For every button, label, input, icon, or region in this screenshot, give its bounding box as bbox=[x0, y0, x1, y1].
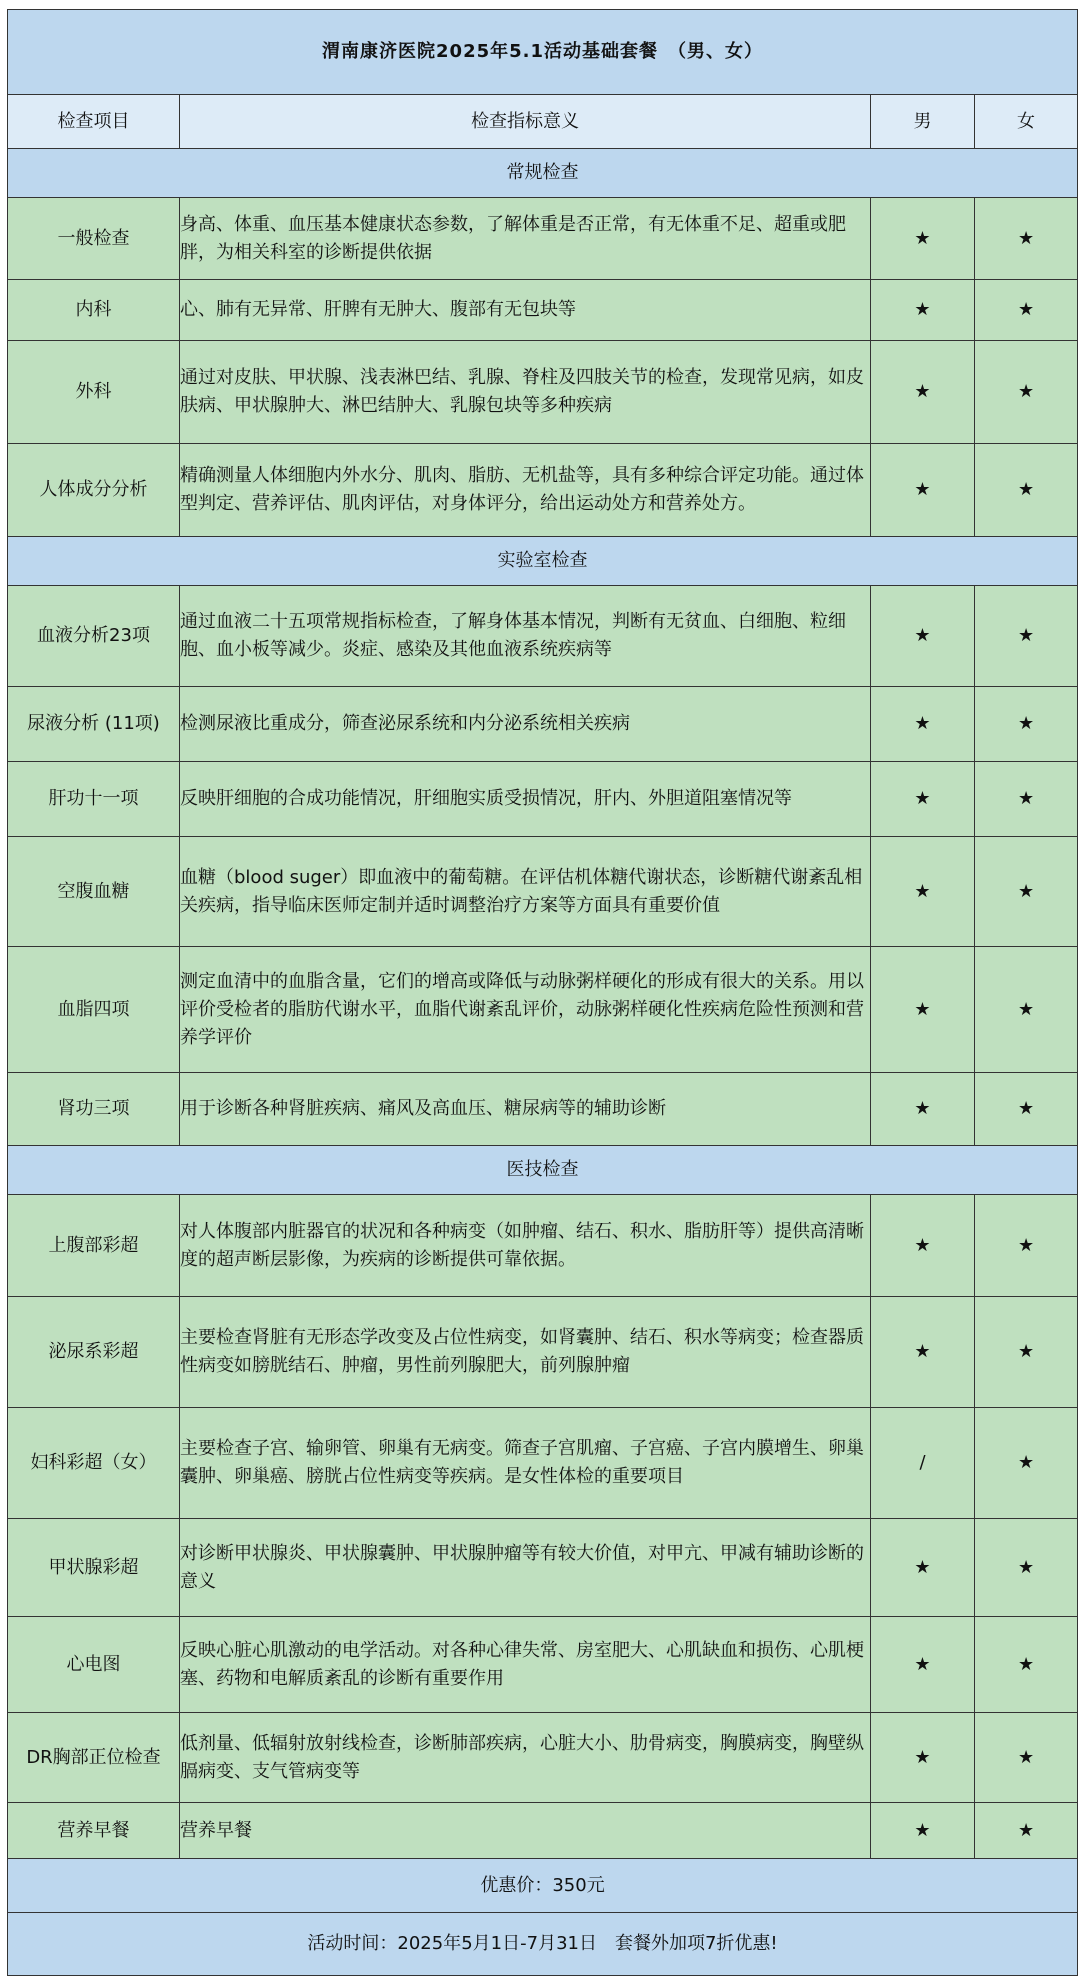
item-name: 外科 bbox=[8, 341, 180, 444]
female-mark: ★ bbox=[975, 280, 1078, 341]
item-name: 肝功十一项 bbox=[8, 762, 180, 837]
male-mark: ★ bbox=[871, 1519, 975, 1617]
item-name: 空腹血糖 bbox=[8, 837, 180, 947]
table-row bbox=[8, 1803, 1078, 1859]
price-row bbox=[8, 1859, 1078, 1913]
male-mark: ★ bbox=[871, 1803, 975, 1859]
male-mark: ★ bbox=[871, 586, 975, 687]
table-row bbox=[8, 586, 1078, 687]
item-description: 营养早餐 bbox=[180, 1803, 871, 1859]
item-description: 低剂量、低辐射放射线检查，诊断肺部疾病，心脏大小、肋骨病变，胸膜病变，胸壁纵膈病变、支气管病变等 bbox=[180, 1713, 871, 1803]
section-row bbox=[8, 537, 1078, 586]
item-name: DR胸部正位检查 bbox=[8, 1713, 180, 1803]
female-mark: ★ bbox=[975, 1297, 1078, 1408]
table-row bbox=[8, 762, 1078, 837]
male-mark: ★ bbox=[871, 198, 975, 280]
item-description: 身高、体重、血压基本健康状态参数，了解体重是否正常，有无体重不足、超重或肥胖，为相关科室的诊断提供依据 bbox=[180, 198, 871, 280]
section-title: 医技检查 bbox=[8, 1146, 1078, 1195]
item-name: 人体成分分析 bbox=[8, 444, 180, 537]
female-mark: ★ bbox=[975, 586, 1078, 687]
section-title: 实验室检查 bbox=[8, 537, 1078, 586]
table-row bbox=[8, 198, 1078, 280]
activity-text: 活动时间：2025年5月1日-7月31日 套餐外加项7折优惠! bbox=[8, 1913, 1078, 1976]
item-name: 心电图 bbox=[8, 1617, 180, 1713]
item-description: 血糖（blood suger）即血液中的葡萄糖。在评估机体糖代谢状态，诊断糖代谢紊乱相关疾病，指导临床医师定制并适时调整治疗方案等方面具有重要价值 bbox=[180, 837, 871, 947]
female-mark: ★ bbox=[975, 341, 1078, 444]
item-name: 一般检查 bbox=[8, 198, 180, 280]
table-row bbox=[8, 687, 1078, 762]
table-row bbox=[8, 1073, 1078, 1146]
item-description: 检测尿液比重成分，筛查泌尿系统和内分泌系统相关疾病 bbox=[180, 687, 871, 762]
male-mark: ★ bbox=[871, 1073, 975, 1146]
item-name: 肾功三项 bbox=[8, 1073, 180, 1146]
table-row bbox=[8, 1519, 1078, 1617]
table-row bbox=[8, 280, 1078, 341]
item-name: 尿液分析 (11项) bbox=[8, 687, 180, 762]
price-text: 优惠价：350元 bbox=[8, 1859, 1078, 1913]
male-mark: ★ bbox=[871, 1195, 975, 1297]
male-mark: ★ bbox=[871, 341, 975, 444]
female-mark: ★ bbox=[975, 1408, 1078, 1519]
table-row bbox=[8, 837, 1078, 947]
item-name: 血液分析23项 bbox=[8, 586, 180, 687]
male-mark: ★ bbox=[871, 444, 975, 537]
header-row bbox=[8, 95, 1078, 149]
table-row bbox=[8, 1713, 1078, 1803]
table-row bbox=[8, 1617, 1078, 1713]
male-mark: ★ bbox=[871, 1297, 975, 1408]
item-description: 反映心脏心肌激动的电学活动。对各种心律失常、房室肥大、心肌缺血和损伤、心肌梗塞、药物和电解质紊乱的诊断有重要作用 bbox=[180, 1617, 871, 1713]
male-mark: ★ bbox=[871, 1713, 975, 1803]
item-description: 对人体腹部内脏器官的状况和各种病变（如肿瘤、结石、积水、脂肪肝等）提供高清晰度的超声断层影像，为疾病的诊断提供可靠依据。 bbox=[180, 1195, 871, 1297]
item-description: 主要检查子宫、输卵管、卵巢有无病变。筛查子宫肌瘤、子宫癌、子宫内膜增生、卵巢囊肿、卵巢癌、膀胱占位性病变等疾病。是女性体检的重要项目 bbox=[180, 1408, 871, 1519]
table-row bbox=[8, 1408, 1078, 1519]
male-mark: ★ bbox=[871, 837, 975, 947]
female-mark: ★ bbox=[975, 947, 1078, 1073]
header-female: 女 bbox=[975, 95, 1078, 149]
male-mark: ★ bbox=[871, 762, 975, 837]
item-name: 营养早餐 bbox=[8, 1803, 180, 1859]
item-description: 通过血液二十五项常规指标检查，了解身体基本情况，判断有无贫血、白细胞、粒细胞、血小板等减少。炎症、感染及其他血液系统疾病等 bbox=[180, 586, 871, 687]
table-row bbox=[8, 947, 1078, 1073]
female-mark: ★ bbox=[975, 1617, 1078, 1713]
item-name: 甲状腺彩超 bbox=[8, 1519, 180, 1617]
table-row bbox=[8, 1195, 1078, 1297]
item-name: 血脂四项 bbox=[8, 947, 180, 1073]
table-row bbox=[8, 341, 1078, 444]
title-row bbox=[8, 10, 1078, 95]
female-mark: ★ bbox=[975, 687, 1078, 762]
section-title: 常规检查 bbox=[8, 149, 1078, 198]
female-mark: ★ bbox=[975, 444, 1078, 537]
item-description: 反映肝细胞的合成功能情况，肝细胞实质受损情况，肝内、外胆道阻塞情况等 bbox=[180, 762, 871, 837]
female-mark: ★ bbox=[975, 198, 1078, 280]
activity-row bbox=[8, 1913, 1078, 1976]
table-row bbox=[8, 444, 1078, 537]
item-name: 泌尿系彩超 bbox=[8, 1297, 180, 1408]
item-name: 内科 bbox=[8, 280, 180, 341]
item-name: 妇科彩超（女） bbox=[8, 1408, 180, 1519]
female-mark: ★ bbox=[975, 762, 1078, 837]
male-mark: ★ bbox=[871, 280, 975, 341]
header-male: 男 bbox=[871, 95, 975, 149]
table-row bbox=[8, 1297, 1078, 1408]
female-mark: ★ bbox=[975, 1713, 1078, 1803]
item-description: 通过对皮肤、甲状腺、浅表淋巴结、乳腺、脊柱及四肢关节的检查，发现常见病，如皮肤病、甲状腺肿大、淋巴结肿大、乳腺包块等多种疾病 bbox=[180, 341, 871, 444]
section-row bbox=[8, 1146, 1078, 1195]
female-mark: ★ bbox=[975, 837, 1078, 947]
item-description: 精确测量人体细胞内外水分、肌肉、脂肪、无机盐等，具有多种综合评定功能。通过体型判定、营养评估、肌肉评估，对身体评分，给出运动处方和营养处方。 bbox=[180, 444, 871, 537]
female-mark: ★ bbox=[975, 1195, 1078, 1297]
female-mark: ★ bbox=[975, 1519, 1078, 1617]
male-mark: / bbox=[871, 1408, 975, 1519]
item-description: 用于诊断各种肾脏疾病、痛风及高血压、糖尿病等的辅助诊断 bbox=[180, 1073, 871, 1146]
item-description: 对诊断甲状腺炎、甲状腺囊肿、甲状腺肿瘤等有较大价值，对甲亢、甲减有辅助诊断的意义 bbox=[180, 1519, 871, 1617]
page-title: 渭南康济医院2025年5.1活动基础套餐 （男、女） bbox=[8, 10, 1078, 95]
male-mark: ★ bbox=[871, 947, 975, 1073]
item-description: 测定血清中的血脂含量，它们的增高或降低与动脉粥样硬化的形成有很大的关系。用以评价受检者的脂肪代谢水平，血脂代谢紊乱评价，动脉粥样硬化性疾病危险性预测和营养学评价 bbox=[180, 947, 871, 1073]
female-mark: ★ bbox=[975, 1073, 1078, 1146]
header-meaning: 检查指标意义 bbox=[180, 95, 871, 149]
header-item: 检查项目 bbox=[8, 95, 180, 149]
section-row bbox=[8, 149, 1078, 198]
male-mark: ★ bbox=[871, 687, 975, 762]
female-mark: ★ bbox=[975, 1803, 1078, 1859]
male-mark: ★ bbox=[871, 1617, 975, 1713]
package-table bbox=[7, 9, 1078, 1976]
item-name: 上腹部彩超 bbox=[8, 1195, 180, 1297]
item-description: 主要检查肾脏有无形态学改变及占位性病变，如肾囊肿、结石、积水等病变；检查器质性病变如膀胱结石、肿瘤，男性前列腺肥大，前列腺肿瘤 bbox=[180, 1297, 871, 1408]
item-description: 心、肺有无异常、肝脾有无肿大、腹部有无包块等 bbox=[180, 280, 871, 341]
